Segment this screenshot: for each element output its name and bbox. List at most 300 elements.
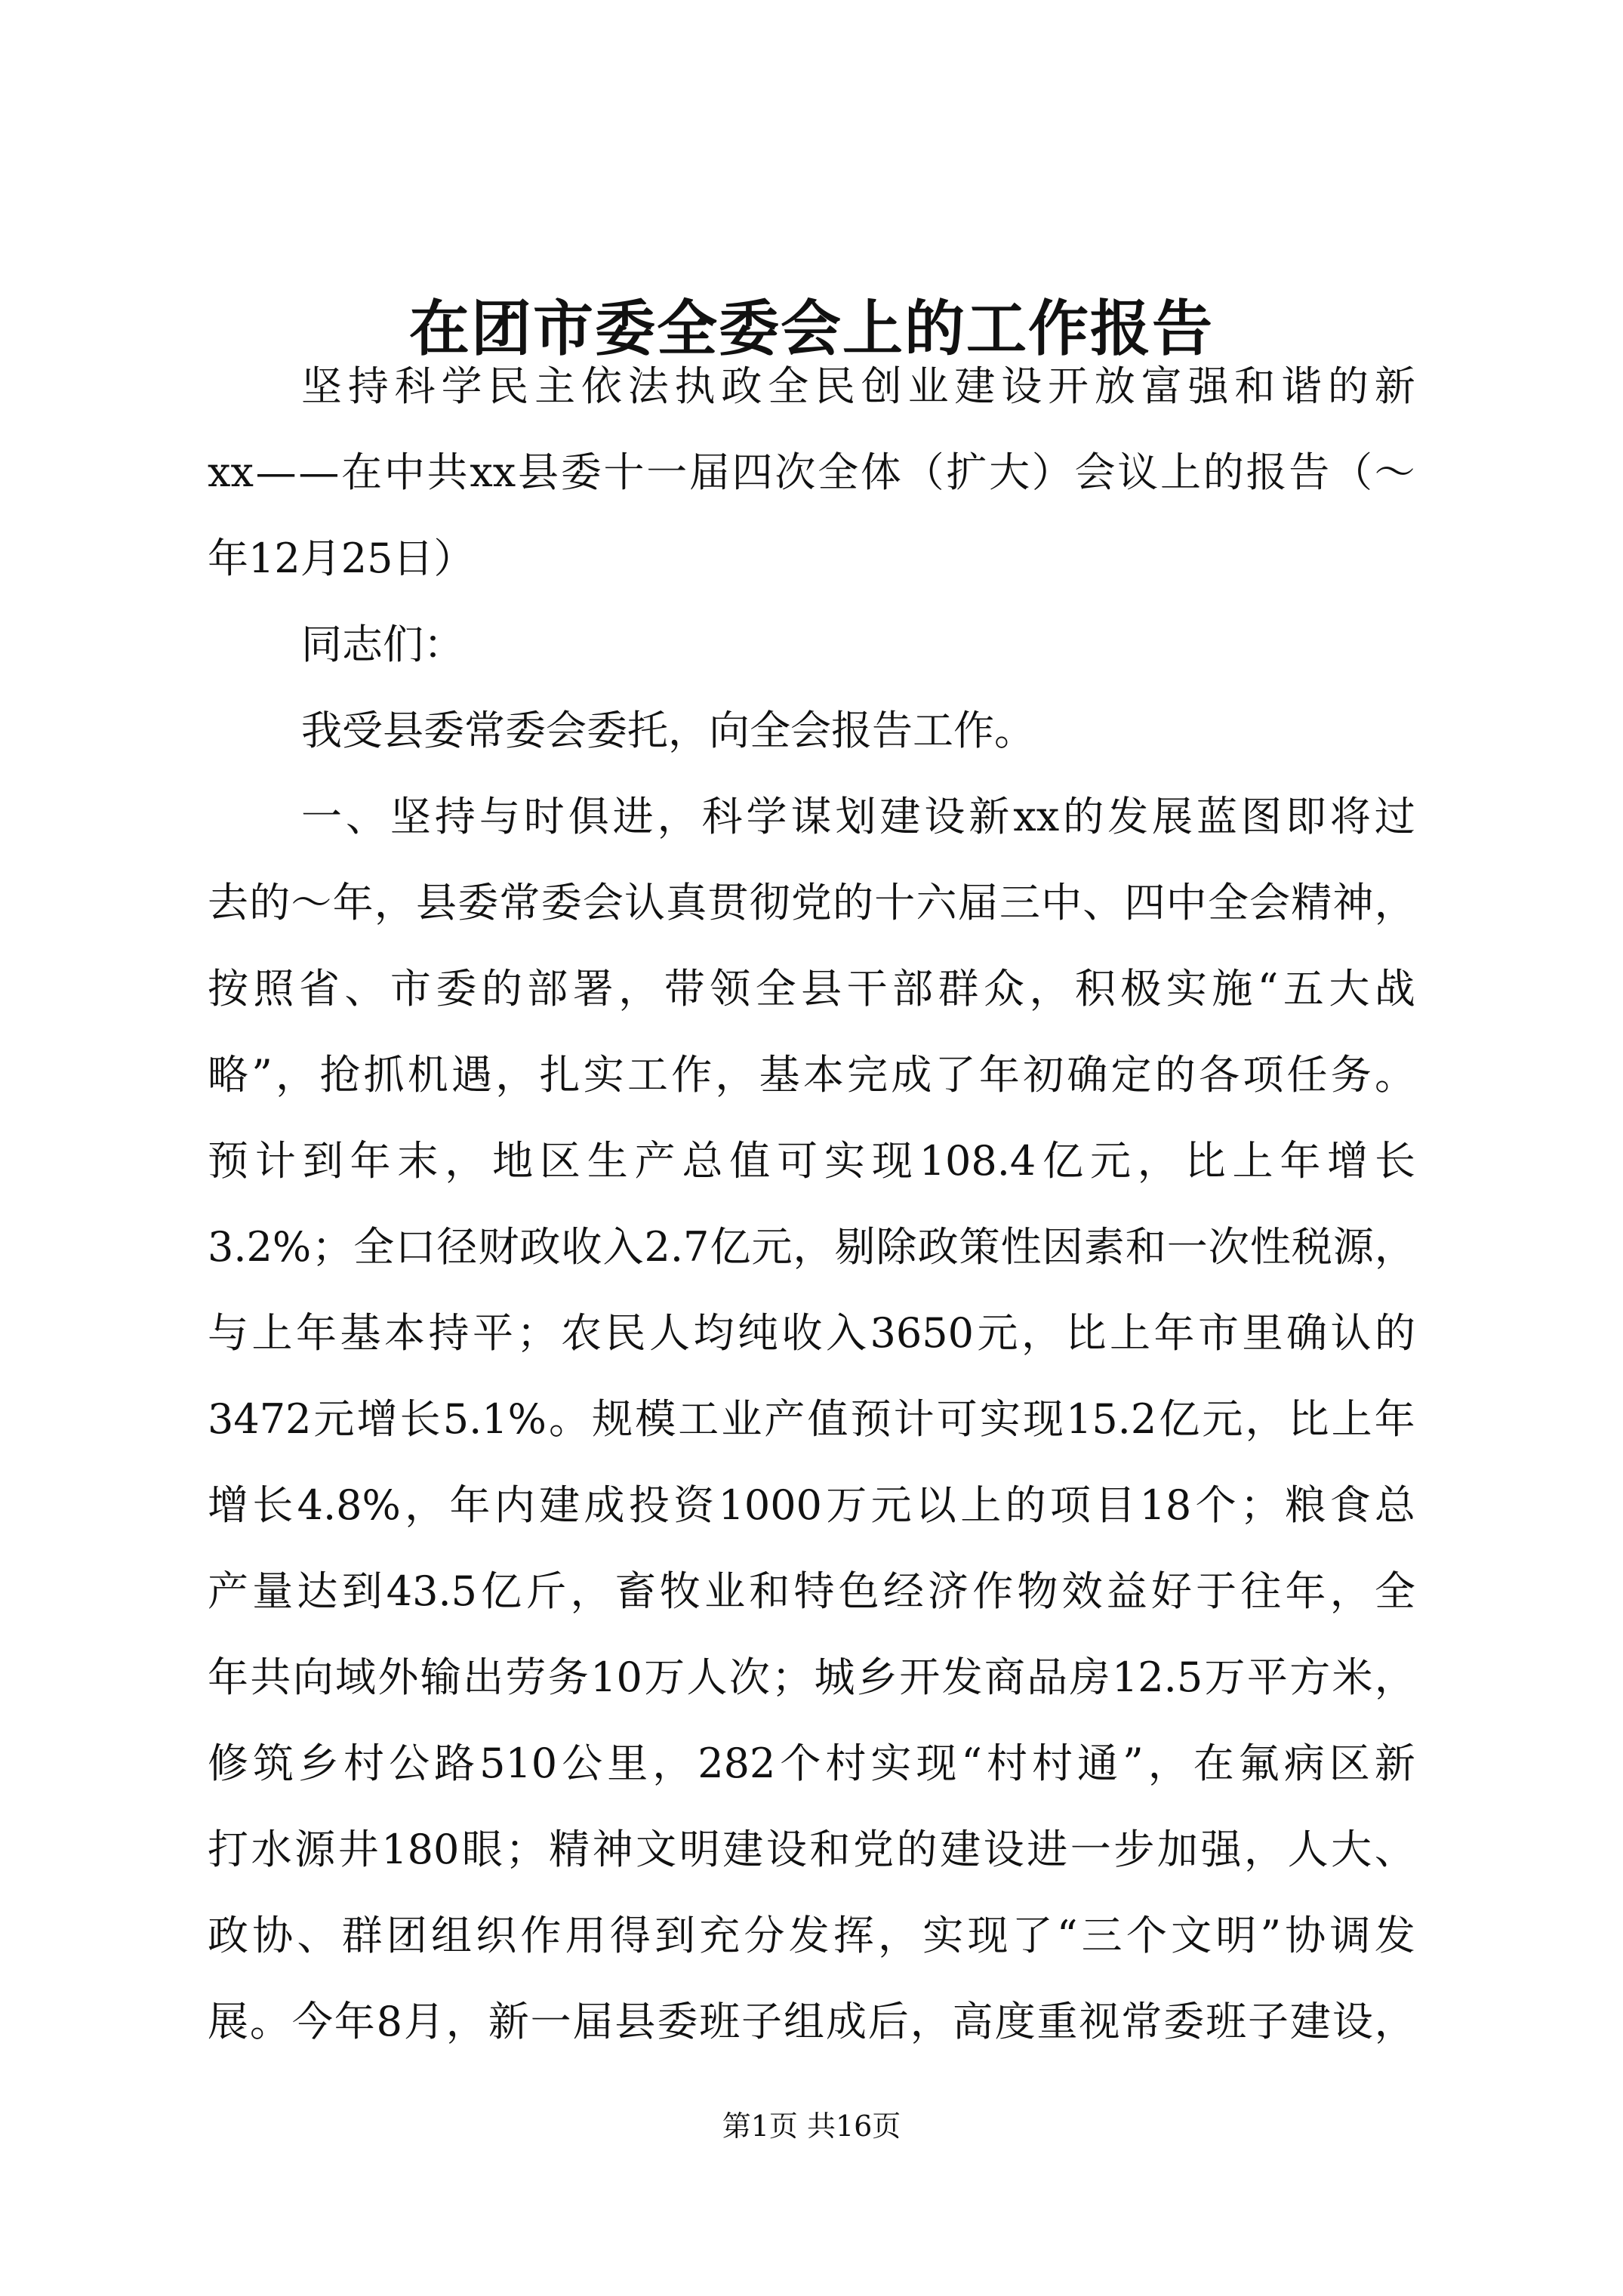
line-glyph: 成 [825, 1998, 867, 2045]
line-glyph: 打 [208, 1826, 248, 1873]
line-glyph: 比 [1065, 1309, 1107, 1357]
line-glyph: 比 [1288, 1395, 1329, 1443]
line-glyph: 实 [583, 1051, 624, 1099]
line-glyph: 基 [340, 1309, 381, 1357]
line-glyph: 地 [492, 1137, 534, 1185]
line-glyph: 资 [673, 1481, 715, 1529]
line-glyph: 即 [1285, 793, 1326, 840]
line-glyph: 精 [1291, 879, 1332, 926]
line-glyph: 干 [846, 965, 888, 1012]
line-glyph: 好 [1150, 1567, 1192, 1615]
line-glyph: 坚 [301, 362, 342, 410]
line-glyph: 市 [390, 965, 431, 1012]
line-glyph: 发 [1374, 1912, 1415, 1959]
line-glyph: 径 [436, 1223, 478, 1271]
line-glyph: 年 [350, 1137, 391, 1185]
line-glyph: 充 [699, 1912, 741, 1959]
line-glyph: 计 [893, 1395, 935, 1443]
line-glyph: 可 [777, 1137, 818, 1185]
line-glyph: 加 [1156, 1826, 1198, 1873]
line-glyph: 设 [983, 1826, 1024, 1873]
line-glyph: 的 [833, 879, 874, 926]
line-glyph: “ [1257, 965, 1279, 1012]
line-glyph: 认 [1330, 1309, 1372, 1357]
line-glyph: ， [1245, 1395, 1286, 1443]
line-glyph: 大 [1329, 965, 1370, 1012]
line-glyph: 平 [1246, 1653, 1288, 1701]
line-glyph: 极 [1120, 965, 1162, 1012]
line-glyph: 十 [603, 448, 645, 496]
line-glyph: 全 [768, 362, 809, 410]
line-glyph: 米 [1332, 1653, 1373, 1701]
line-glyph: 亿 [710, 1223, 751, 1271]
line-glyph: 发 [788, 1912, 830, 1959]
line-glyph: 增 [1327, 1137, 1369, 1185]
line-glyph: 抢 [319, 1051, 361, 1099]
line-glyph: 会 [582, 879, 624, 926]
line-glyph: （ [903, 448, 944, 496]
line-glyph: 个 [1195, 1481, 1236, 1529]
line-glyph: 建 [879, 793, 921, 840]
line-glyph: 农 [561, 1309, 602, 1357]
line-glyph: 谋 [790, 793, 832, 840]
line-glyph: 输 [420, 1653, 461, 1701]
line-glyph: 本 [802, 1051, 844, 1099]
line-glyph: 织 [476, 1912, 517, 1959]
line-glyph: 次 [1208, 1223, 1249, 1271]
line-glyph: 将 [1329, 793, 1371, 840]
line-glyph: 认 [624, 879, 666, 926]
line-glyph: 元 [313, 1395, 355, 1443]
line-glyph: 成 [891, 1051, 932, 1099]
line-glyph: 大 [989, 448, 1030, 496]
line-glyph: ， [652, 1740, 694, 1787]
line-glyph: 新 [1374, 362, 1415, 410]
line-glyph: 值 [807, 1395, 848, 1443]
line-glyph: 氟 [1238, 1740, 1280, 1787]
line-glyph: 机 [407, 1051, 448, 1099]
body-line: 年12月25日） [208, 535, 475, 582]
document-title: 在团市委全委会上的工作报告 [409, 293, 1214, 364]
line-glyph: ， [1244, 1826, 1286, 1873]
line-glyph: 发 [941, 1653, 983, 1701]
line-glyph: 组 [784, 1998, 825, 2045]
line-glyph: 中 [1041, 879, 1083, 926]
line-glyph: 现 [1022, 1395, 1064, 1443]
line-glyph: ， [618, 965, 660, 1012]
line-glyph: 设 [1001, 362, 1042, 410]
line-glyph: 战 [1374, 965, 1415, 1012]
line-glyph: 预 [208, 1137, 248, 1185]
line-glyph: 党 [790, 879, 832, 926]
line-glyph: 村 [987, 1740, 1028, 1787]
line-glyph: 物 [1017, 1567, 1058, 1615]
line-glyph: ， [405, 1481, 446, 1529]
line-glyph: 财 [478, 1223, 519, 1271]
line-glyph: 建 [539, 1481, 581, 1529]
line-glyph: 长 [252, 1481, 294, 1529]
line-glyph: ～ [1374, 448, 1415, 496]
line-glyph: 强 [1200, 1826, 1242, 1873]
line-glyph: 的 [896, 1826, 938, 1873]
line-glyph: 路 [434, 1740, 476, 1787]
line-glyph: — [298, 448, 340, 496]
line-glyph: 调 [1329, 1912, 1371, 1959]
line-glyph: 全 [353, 1223, 395, 1271]
line-glyph: 的 [1374, 1309, 1415, 1357]
line-glyph: 五 [1283, 965, 1324, 1012]
line-glyph: 子 [1248, 1998, 1289, 2045]
line-glyph: ， [657, 793, 698, 840]
line-glyph: 色 [838, 1567, 879, 1615]
page-number-footer: 第1页 共16页 [722, 2110, 901, 2143]
line-glyph: 完 [847, 1051, 888, 1099]
line-glyph: 众 [983, 965, 1024, 1012]
body-line: 同志们： [301, 621, 464, 668]
line-glyph: 、 [344, 965, 386, 1012]
line-glyph: 3.2% [208, 1223, 312, 1271]
line-glyph: 中 [1166, 879, 1207, 926]
line-glyph: 班 [1206, 1998, 1247, 2045]
line-glyph: ， [1374, 1223, 1415, 1271]
body-line [208, 1462, 1415, 1549]
body-line [208, 1549, 1415, 1635]
line-glyph: 房 [1069, 1653, 1110, 1701]
line-glyph: 展 [208, 1998, 248, 2045]
line-glyph: 里 [1242, 1309, 1283, 1357]
line-glyph: 得 [609, 1912, 651, 1959]
line-glyph: （ [1331, 448, 1372, 496]
line-glyph: 3650 [870, 1309, 974, 1357]
line-glyph: 、 [345, 793, 387, 840]
line-glyph: 的 [1063, 793, 1104, 840]
line-glyph: 年 [978, 1051, 1020, 1099]
line-glyph: 神 [592, 1826, 633, 1873]
document-body [208, 344, 1415, 2065]
line-glyph: 到 [302, 1137, 343, 1185]
line-glyph: 向 [292, 1653, 334, 1701]
line-glyph: 模 [635, 1395, 676, 1443]
line-glyph: ； [1240, 1481, 1281, 1529]
line-glyph: 委 [560, 448, 602, 496]
line-glyph: 素 [1083, 1223, 1125, 1271]
line-glyph: 民 [814, 362, 855, 410]
line-glyph: 届 [688, 448, 730, 496]
line-glyph: 确 [1286, 1309, 1327, 1357]
line-glyph: 告 [1289, 448, 1330, 496]
line-glyph: 子 [741, 1998, 783, 2045]
line-glyph: 口 [395, 1223, 436, 1271]
line-glyph: 务 [547, 1653, 589, 1701]
line-glyph: 略 [208, 1051, 248, 1099]
line-glyph: 上 [960, 1481, 1002, 1529]
body-line [208, 1807, 1415, 1893]
line-glyph: 作 [972, 1567, 1014, 1615]
line-glyph: ， [1137, 1137, 1178, 1185]
line-glyph: 现 [967, 1912, 1009, 1959]
line-glyph: 报 [1246, 448, 1287, 496]
line-glyph: 一 [301, 793, 342, 840]
line-glyph: 高 [952, 1998, 993, 2045]
line-glyph: 规 [592, 1395, 633, 1443]
line-glyph: 劳 [505, 1653, 547, 1701]
line-glyph: 年 [1374, 1395, 1415, 1443]
line-glyph: 委 [540, 879, 582, 926]
line-glyph: 务 [1330, 1051, 1372, 1099]
line-glyph: 真 [666, 879, 707, 926]
line-glyph: 外 [377, 1653, 419, 1701]
line-glyph: 次 [728, 1653, 770, 1701]
line-glyph: “ [961, 1740, 982, 1787]
line-glyph: 现 [916, 1740, 957, 1787]
line-glyph: 强 [1187, 362, 1229, 410]
line-glyph: 项 [1243, 1051, 1284, 1099]
line-glyph: 分 [744, 1912, 785, 1959]
line-glyph: 公 [389, 1740, 430, 1787]
line-glyph: 班 [699, 1998, 741, 2045]
line-glyph: 发 [1107, 793, 1149, 840]
line-glyph: xx [208, 448, 254, 496]
line-glyph: 以 [915, 1481, 956, 1529]
line-glyph: 今 [291, 1998, 333, 2045]
line-glyph: 税 [1291, 1223, 1332, 1271]
line-glyph: 年 [1280, 1137, 1321, 1185]
line-glyph: 蓝 [1196, 793, 1237, 840]
line-glyph: 个 [780, 1740, 821, 1787]
line-glyph: — [255, 448, 297, 496]
line-glyph: 乡 [298, 1740, 340, 1787]
line-glyph: 全 [1374, 1567, 1415, 1615]
line-glyph: 眼 [461, 1826, 503, 1873]
line-glyph: 、 [1374, 1826, 1415, 1873]
body-line [208, 1635, 1415, 1721]
line-glyph: 和 [749, 1567, 790, 1615]
line-glyph: 一 [530, 1998, 571, 2045]
line-glyph: 5.1% [442, 1395, 547, 1443]
line-glyph: 放 [1094, 362, 1135, 410]
line-glyph: 增 [208, 1481, 248, 1529]
line-glyph: 按 [208, 965, 248, 1012]
line-glyph: 与 [479, 793, 520, 840]
line-glyph: 收 [781, 1309, 823, 1357]
line-glyph: 经 [882, 1567, 924, 1615]
line-glyph: 村 [1032, 1740, 1073, 1787]
line-glyph: 性 [1249, 1223, 1291, 1271]
line-glyph: 年 [1285, 1567, 1326, 1615]
line-glyph: 效 [1061, 1567, 1103, 1615]
line-glyph: 大 [1331, 1826, 1372, 1873]
line-glyph: 政 [208, 1912, 248, 1959]
line-glyph: 井 [337, 1826, 379, 1873]
line-glyph: 科 [701, 793, 743, 840]
line-glyph: 扎 [539, 1051, 581, 1099]
line-glyph: 民 [605, 1309, 646, 1357]
line-glyph: 元 [751, 1223, 793, 1271]
line-glyph: 策 [959, 1223, 1000, 1271]
line-glyph: 180 [381, 1826, 460, 1873]
line-glyph: 定 [1110, 1051, 1152, 1099]
body-line [208, 946, 1415, 1032]
line-glyph: 方 [1289, 1653, 1331, 1701]
line-glyph: 各 [1199, 1051, 1240, 1099]
line-glyph: 粮 [1285, 1481, 1326, 1529]
line-glyph: 学 [746, 793, 787, 840]
line-glyph: 议 [1117, 448, 1159, 496]
line-glyph: 乡 [856, 1653, 898, 1701]
line-glyph: 次 [775, 448, 816, 496]
line-glyph: ， [1029, 965, 1070, 1012]
line-glyph: 进 [1027, 1826, 1068, 1873]
line-glyph: 政 [721, 362, 762, 410]
line-glyph: 政 [917, 1223, 959, 1271]
line-glyph: 济 [928, 1567, 969, 1615]
line-glyph: 主 [534, 362, 576, 410]
line-glyph: 委 [436, 965, 477, 1012]
line-glyph: 和 [1234, 362, 1276, 410]
line-glyph: 部 [892, 965, 934, 1012]
line-glyph: 全 [1207, 879, 1249, 926]
line-glyph: 届 [957, 879, 999, 926]
line-glyph: ； [516, 1309, 558, 1357]
line-glyph: 公 [562, 1740, 603, 1787]
line-glyph: 个 [1126, 1912, 1167, 1959]
line-glyph: 量 [252, 1567, 294, 1615]
line-glyph: 业 [907, 362, 949, 410]
line-glyph: 届 [572, 1998, 614, 2045]
line-glyph: ， [793, 1223, 834, 1271]
line-glyph: 人 [1287, 1826, 1329, 1873]
line-glyph: 病 [1283, 1740, 1325, 1787]
line-glyph: 县 [614, 1998, 656, 2045]
line-glyph: 万 [1204, 1653, 1246, 1701]
line-glyph: 总 [682, 1137, 723, 1185]
line-glyph: 施 [1212, 965, 1253, 1012]
line-glyph: 末 [397, 1137, 439, 1185]
line-glyph: ， [570, 1567, 611, 1615]
line-glyph: 可 [936, 1395, 978, 1443]
line-glyph: 12.5 [1111, 1653, 1203, 1701]
line-glyph: 后 [867, 1998, 909, 2045]
line-glyph: 。 [1374, 1051, 1415, 1099]
line-glyph: 新 [488, 1998, 529, 2045]
line-glyph: 会 [1249, 879, 1291, 926]
line-glyph: 带 [664, 965, 705, 1012]
line-glyph: 产 [208, 1567, 248, 1615]
line-glyph: 工 [627, 1051, 668, 1099]
line-glyph: 群 [341, 1912, 383, 1959]
line-glyph: 党 [852, 1826, 894, 1873]
line-glyph: 上 [1232, 1137, 1273, 1185]
line-glyph: 协 [252, 1912, 294, 1959]
line-glyph: 常 [1121, 1998, 1163, 2045]
line-glyph: 元 [870, 1481, 912, 1529]
line-glyph: 城 [814, 1653, 855, 1701]
line-glyph: 通 [1077, 1740, 1119, 1787]
line-glyph: 作 [520, 1912, 562, 1959]
line-glyph: 亿 [1042, 1137, 1084, 1185]
line-glyph: ” [1260, 1912, 1282, 1959]
line-glyph: 扩 [946, 448, 987, 496]
line-glyph: 108.4 [919, 1137, 1036, 1185]
line-glyph: 群 [938, 965, 979, 1012]
line-glyph: 年 [208, 1653, 248, 1701]
line-glyph: 1000 [718, 1481, 822, 1529]
line-glyph: 六 [916, 879, 957, 926]
line-glyph: 持 [428, 1309, 470, 1357]
line-glyph: ； [771, 1653, 813, 1701]
line-glyph: 。 [249, 1998, 291, 2045]
line-glyph: 预 [850, 1395, 892, 1443]
line-glyph: 坚 [390, 793, 431, 840]
line-glyph: 时 [523, 793, 565, 840]
line-glyph: 实 [824, 1137, 865, 1185]
line-glyph: 展 [1152, 793, 1193, 840]
line-glyph: 基 [759, 1051, 800, 1099]
line-glyph: 团 [386, 1912, 427, 1959]
line-glyph: ， [1147, 1740, 1189, 1787]
line-glyph: 8 [376, 1998, 402, 2045]
line-glyph: 用 [565, 1912, 606, 1959]
line-glyph: 筑 [253, 1740, 294, 1787]
line-glyph: 特 [793, 1567, 835, 1615]
line-glyph: 的 [1327, 362, 1369, 410]
line-glyph: 、 [1083, 879, 1124, 926]
line-glyph: xx [1013, 793, 1060, 840]
line-glyph: ” [251, 1051, 273, 1099]
line-glyph: 。 [549, 1395, 590, 1443]
line-glyph: ， [445, 1998, 487, 2045]
line-glyph: 收 [561, 1223, 602, 1271]
line-glyph: 省 [298, 965, 340, 1012]
line-glyph: ， [276, 1051, 317, 1099]
line-glyph: 计 [254, 1137, 296, 1185]
line-glyph: ， [495, 1051, 537, 1099]
line-glyph: 精 [549, 1826, 590, 1873]
line-glyph: 的 [481, 965, 522, 1012]
line-glyph: 域 [335, 1653, 377, 1701]
line-glyph: 282 [698, 1740, 776, 1787]
line-glyph: 谐 [1281, 362, 1323, 410]
line-glyph: 平 [473, 1309, 513, 1357]
line-glyph: 步 [1113, 1826, 1155, 1873]
line-glyph: 政 [519, 1223, 561, 1271]
body-line [208, 774, 1415, 860]
line-glyph: “ [1056, 1912, 1078, 1959]
line-glyph: 产 [634, 1137, 676, 1185]
line-glyph: 纯 [738, 1309, 778, 1357]
line-glyph: 建 [722, 1826, 764, 1873]
line-glyph: 神 [1332, 879, 1374, 926]
line-glyph: 建 [940, 1826, 981, 1873]
line-glyph: 进 [612, 793, 654, 840]
line-glyph: 任 [1286, 1051, 1328, 1099]
line-glyph: 水 [251, 1826, 292, 1873]
line-glyph: 创 [861, 362, 902, 410]
line-glyph: 俱 [568, 793, 609, 840]
line-glyph: ； [505, 1826, 547, 1873]
line-glyph: xx [470, 448, 516, 496]
line-glyph: 实 [922, 1912, 964, 1959]
line-glyph: 一 [1166, 1223, 1208, 1271]
line-glyph: 设 [765, 1826, 807, 1873]
line-glyph: 十 [874, 879, 916, 926]
line-glyph: 3472 [208, 1395, 312, 1443]
line-glyph: 委 [657, 1998, 698, 2045]
line-glyph: 市 [1197, 1309, 1239, 1357]
body-line [208, 430, 1415, 516]
line-glyph: ； [312, 1223, 353, 1271]
line-glyph: 43.5 [386, 1567, 477, 1615]
